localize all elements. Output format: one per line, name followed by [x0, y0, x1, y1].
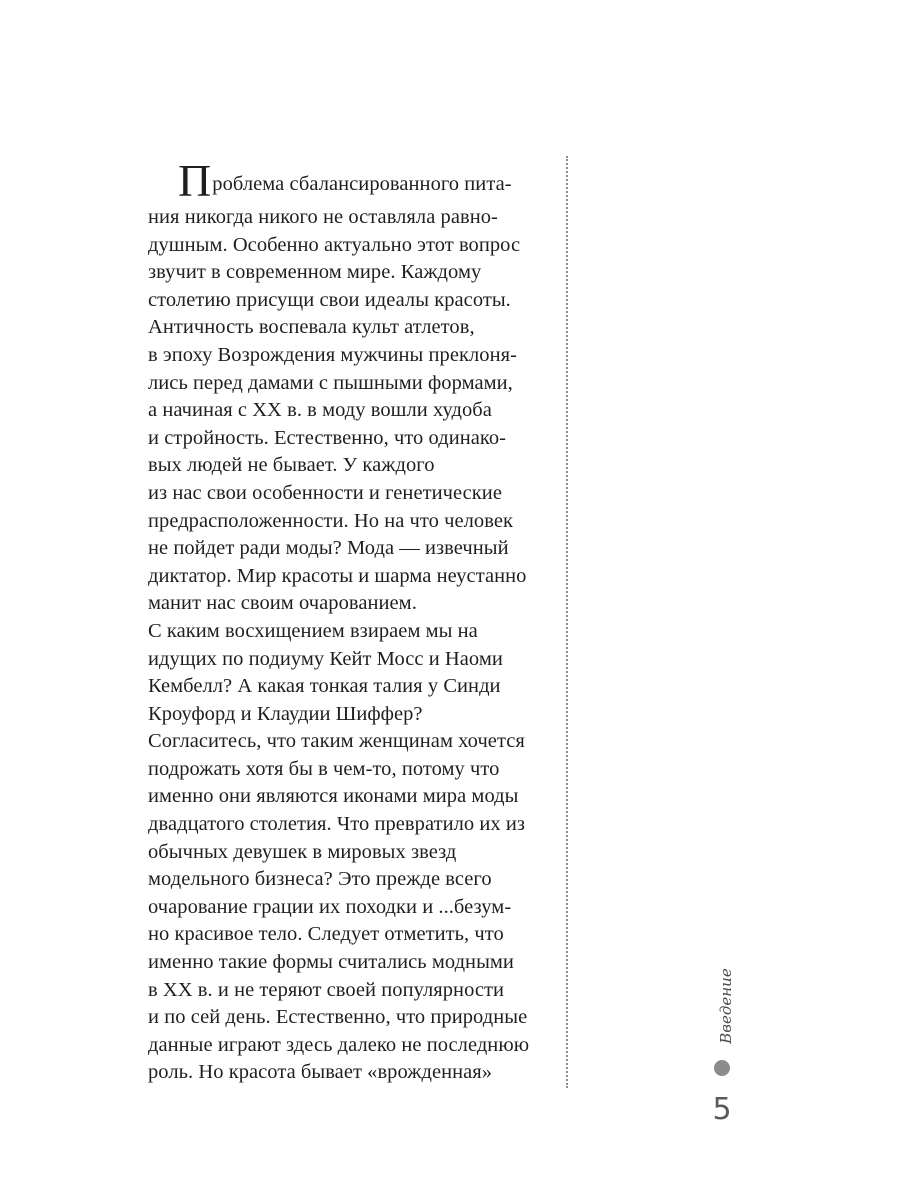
bullet-dot-icon	[714, 1060, 730, 1076]
page-number: 5	[712, 1092, 732, 1127]
text-line: роль. Но красота бывает «врожденная»	[148, 1061, 493, 1084]
text-line: манит нас своим очарованием.	[148, 592, 417, 615]
text-line: а начиная с XX в. в моду вошли худоба	[148, 399, 492, 422]
text-line: Кроуфорд и Клаудии Шиффер?	[148, 702, 423, 725]
text-line: Согласитесь, что таким женщинам хочется	[148, 730, 525, 753]
text-line: именно такие формы считались модными	[148, 951, 514, 974]
text-line: Античность воспевала культ атлетов,	[148, 316, 475, 339]
text-line: обычных девушек в мировых звезд	[148, 840, 457, 863]
text-line: диктатор. Мир красоты и шарма неустанно	[148, 564, 527, 587]
text-line: идущих по подиуму Кейт Мосс и Наоми	[148, 647, 503, 670]
text-line: из нас свои особенности и генетические	[148, 481, 502, 504]
text-line: модельного бизнеса? Это прежде всего	[148, 868, 492, 891]
text-line: душным. Особенно актуально этот вопрос	[148, 233, 521, 256]
text-line: именно они являются иконами мира моды	[148, 785, 519, 808]
text-line: звучит в современном мире. Каждому	[148, 261, 482, 284]
text-line: не пойдет ради моды? Мода — извечный	[148, 537, 509, 560]
text-line: очарование грации их походки и ...безум-	[148, 895, 512, 918]
text-line: Кембелл? А какая тонкая талия у Синди	[148, 675, 501, 698]
text-line: и стройность. Естественно, что одинако-	[148, 426, 507, 449]
text-line: двадцатого столетия. Что превратило их из	[148, 813, 526, 836]
text-line: вых людей не бывает. У каждого	[148, 454, 435, 477]
text-line: данные играют здесь далеко не последнюю	[148, 1033, 530, 1056]
text-line: в эпоху Возрождения мужчины преклоня-	[148, 343, 517, 366]
text-line: но красивое тело. Следует отметить, что	[148, 923, 504, 946]
text-line: подрожать хотя бы в чем-то, потому что	[148, 757, 500, 780]
text-line: столетию присущи свои идеалы красоты.	[148, 288, 511, 311]
drop-cap: П	[178, 155, 212, 206]
text-line	[148, 155, 558, 206]
running-head-label: Введение	[717, 968, 735, 1044]
text-line: С каким восхищением взираем мы на	[148, 619, 478, 642]
dotted-margin-rule	[566, 156, 568, 1088]
running-head	[716, 962, 736, 1050]
text-line: в XX в. и не теряют своей популярности	[148, 978, 505, 1001]
text-line: предрасположенности. Но на что человек	[148, 509, 513, 532]
text-line: и по сей день. Естественно, что природные	[148, 1006, 528, 1029]
body-text	[148, 155, 558, 1087]
line-text: роблема сбалансированного пита-	[212, 173, 512, 195]
text-line: ния никогда никого не оставляла равно-	[148, 206, 498, 228]
text-line: лись перед дамами с пышными формами,	[148, 371, 513, 394]
